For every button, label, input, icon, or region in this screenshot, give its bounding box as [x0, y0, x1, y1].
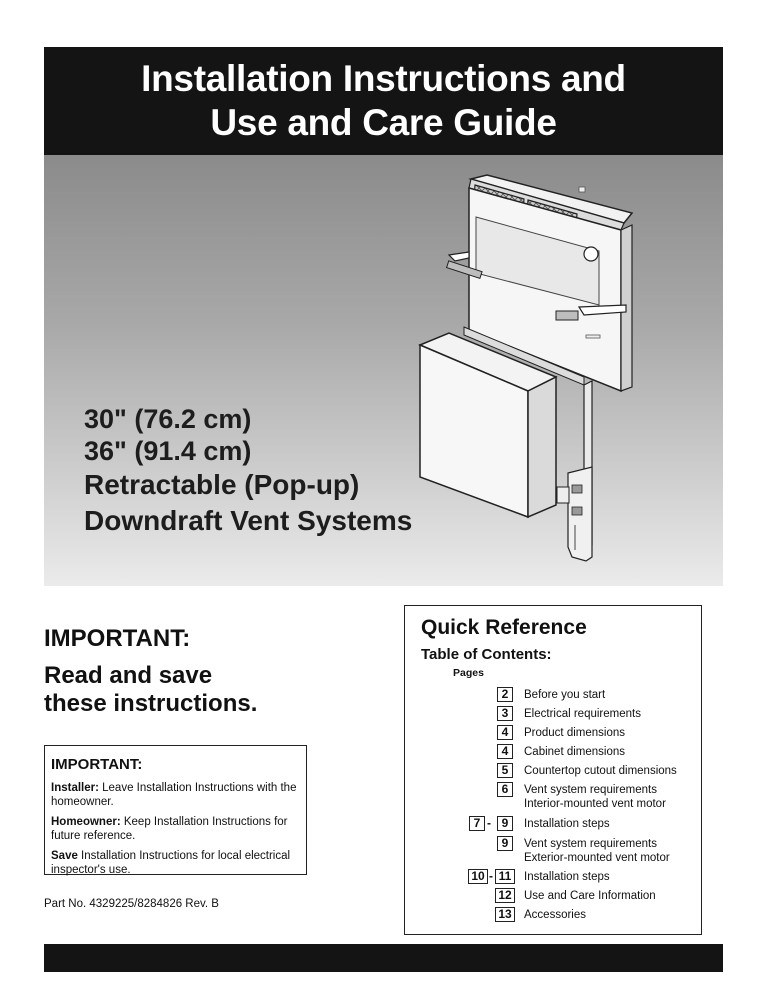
important-notice-box: [44, 745, 307, 875]
title-banner: [44, 47, 723, 155]
toc-entry-text: Vent system requirements: [524, 784, 657, 796]
important-callout: [44, 624, 257, 718]
page-number: 6: [497, 782, 513, 797]
homeowner-note: Homeowner: Keep Installation Instructions for future reference.: [51, 816, 288, 842]
toc-entry-text: Accessories: [524, 909, 586, 921]
notice-heading: IMPORTANT:: [51, 756, 143, 773]
toc-entry-text: Vent system requirements: [524, 838, 657, 850]
installer-note: Installer: Leave Installation Instructions with the homeowner.: [51, 782, 297, 808]
size-30-inch: 30" (76.2 cm): [84, 404, 252, 434]
toc-entry-text: Installation steps: [524, 818, 610, 830]
page-number: 2: [497, 687, 513, 702]
page-number: 4: [497, 725, 513, 740]
hero-panel: [44, 155, 723, 586]
page-number-from: 7: [469, 816, 485, 831]
product-name-line-1: Retractable (Pop-up): [84, 469, 360, 500]
size-36-inch: 36" (91.4 cm): [84, 436, 252, 466]
important-heading: IMPORTANT:: [44, 625, 191, 652]
table-of-contents-title: Table of Contents:: [421, 646, 552, 663]
toc-entry-text: Electrical requirements: [524, 708, 641, 720]
page-number-from: 10: [468, 869, 488, 884]
product-name-line-2: Downdraft Vent Systems: [84, 505, 413, 536]
title-line-2: Use and Care Guide: [210, 102, 557, 143]
toc-entry-text: Before you start: [524, 689, 606, 701]
footer-bar: [44, 944, 723, 972]
toc-entry-text: Cabinet dimensions: [524, 746, 626, 758]
toc-entry-subtext: Exterior-mounted vent motor: [524, 852, 670, 864]
page-number: 4: [497, 744, 513, 759]
page-range-dash: -: [487, 816, 491, 830]
toc-entry-text: Installation steps: [524, 871, 610, 883]
title-line-1: Installation Instructions and: [141, 58, 626, 99]
read-save-line-1: Read and save: [44, 662, 213, 689]
part-number: Part No. 4329225/8284826 Rev. B: [44, 898, 219, 910]
page-number: 11: [495, 869, 515, 884]
read-save-line-2: these instructions.: [44, 690, 258, 717]
page-number: 9: [497, 836, 513, 851]
toc-entry-text: Countertop cutout dimensions: [524, 765, 677, 777]
page-range-dash: -: [489, 869, 493, 883]
page-number: 9: [497, 816, 513, 831]
page-number: 13: [495, 907, 515, 922]
page-number: 5: [497, 763, 513, 778]
pages-label: Pages: [453, 667, 484, 679]
toc-entry-text: Product dimensions: [524, 727, 625, 739]
toc-entry-subtext: Interior-mounted vent motor: [524, 798, 666, 810]
page-number: 3: [497, 706, 513, 721]
save-note: Save Installation Instructions for local electrical inspector's use.: [51, 850, 291, 876]
quick-reference-title: Quick Reference: [421, 616, 587, 639]
product-title: [84, 403, 412, 539]
quick-reference-box: [404, 605, 702, 935]
page-number: 12: [495, 888, 515, 903]
toc-entry-text: Use and Care Information: [524, 890, 656, 902]
